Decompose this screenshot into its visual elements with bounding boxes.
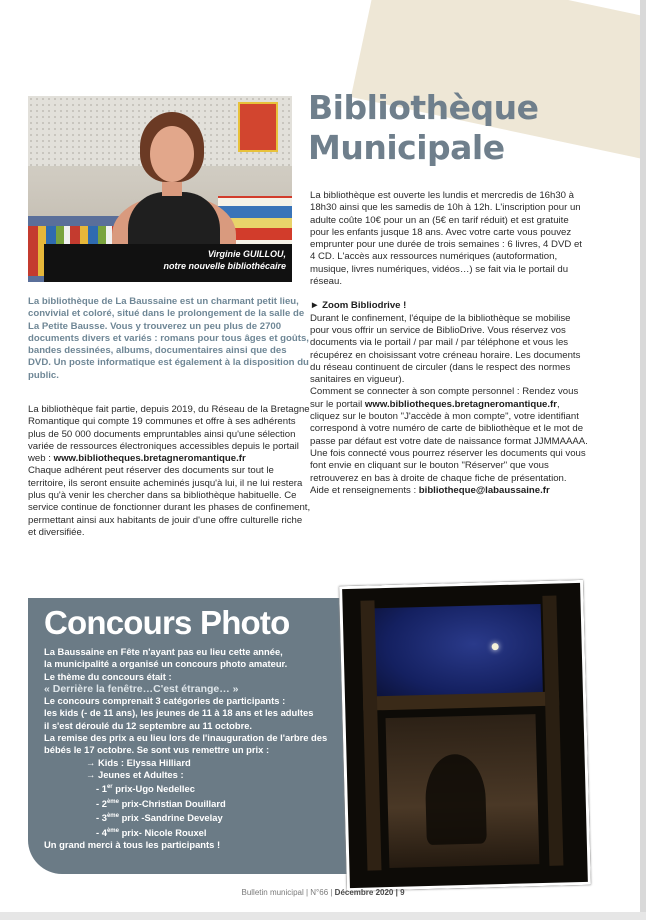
photo-caption xyxy=(44,244,292,282)
title-line-2: Municipale xyxy=(308,128,505,167)
winner-4: - 4ème prix- Nicole Rouxel xyxy=(96,826,207,838)
portal-link-2[interactable]: www.bibliotheques.bretagneromantique.fr xyxy=(364,398,557,410)
account-paragraph: Comment se connecter à son compte personnel : Rendez vous sur le portail www.bibliotheques.bretagneromantique.fr, cliquez sur le bouton "J'accède à mon compte", votre identifiant correspond à votre numéro de carte de bibliothèque et le mot de passe par défaut est votre date de naissance format JJMMAAAA. Une fois connecté vous pourrez réserver les documents qui vous font envie en cliquant sur le bouton "Réserver" que vous retrouverez en bas à droite de chaque fiche de présentation. xyxy=(310,386,588,484)
portal-link[interactable]: www.bibliotheques.bretagneromantique.fr xyxy=(53,453,246,465)
email-link[interactable]: bibliotheque@labaussaine.fr xyxy=(418,484,550,496)
concours-photo-box xyxy=(28,598,358,874)
window-photo xyxy=(339,580,591,891)
intro-paragraph: La bibliothèque de La Baussaine est un charmant petit lieu, convivial et coloré, situé dans le prolongement de la salle de La Petite Bausse. Vous y trouverez un peu plus de 2700 documents divers et variés : romans pour tous âges et goûts, bandes dessinées, albums, documentaires ainsi que des DVD. Un poste informatique est également à la disposition du public. xyxy=(28,296,309,381)
opening-hours-paragraph: La bibliothèque est ouverte les lundis et mercredis de 16h30 à 18h30 ainsi que les samedis de 10h à 12h. L'inscription pour un adulte coûte 10€ pour un an (5€ en tarif réduit) et est gratuite pour les enfants jusque 18 ans. Avec votre carte vous pouvez emprunter pour une durée de trois semaines : 6 livres, 4 DVD et 4 CD. L'accès aux ressources numériques (autoformation, musique, livres numériques, vidéos…) se fait via le portail du réseau. xyxy=(310,190,582,288)
caption-role: notre nouvelle bibliothécaire xyxy=(163,261,286,271)
concours-title: Concours Photo xyxy=(44,604,290,641)
winner-kids: → Kids : Elyssa Hilliard xyxy=(86,756,191,768)
title-line-1: Bibliothèque xyxy=(308,88,539,127)
bibliodrive-paragraph: Durant le confinement, l'équipe de la bibliothèque se mobilise pour vous offrir un service de BiblioDrive. Vous réservez vos documents via le portail / par mail / par téléphone et vous les récupérez en choisissant votre créneau horaire. Les documents du réseau continuent de circuler (dans le respect des normes sanitaires en vigueur). xyxy=(310,312,581,386)
caption-name: Virginie GUILLOU, xyxy=(207,249,286,259)
page-footer: Bulletin municipal | N°66 | Décembre 2020 | 9 xyxy=(241,888,405,897)
concours-body: La Baussaine en Fête n'ayant pas eu lieu cette année, la municipalité a organisé un concours photo amateur. Le thème du concours était : « Derrière la fenêtre…C'est étrange… » Le concours comprenait 3 catégories de participants : les kids (- de 11 ans), les jeunes de 11 à 18 ans et les adultes il s'est déroulé du 12 septembre au 11 octobre. La remise des prix a eu lieu lors de l'inauguration de l'arbre des bébés le 17 octobre. Se sont vus remettre un prix : → Kids : Elyssa Hilliard → Jeunes et Adultes : - 1er prix-Ugo Nedellec - 2ème prix-Christian Douillard - 3ème prix -Sandrine Develay - 4ème prix- Nicole Rouxel Un grand merci à tous les participants ! xyxy=(44,646,358,851)
winner-2: - 2ème prix-Christian Douillard xyxy=(96,797,226,809)
winner-3: - 3ème prix -Sandrine Develay xyxy=(96,812,223,824)
winner-adults-heading: → Jeunes et Adultes : xyxy=(86,768,184,780)
concours-theme: « Derrière la fenêtre…C'est étrange… » xyxy=(44,682,239,695)
winner-1: - 1er prix-Ugo Nedellec xyxy=(96,783,195,795)
page-title xyxy=(308,88,628,168)
help-line: Aide et renseignements : bibliotheque@labaussaine.fr xyxy=(310,484,550,496)
zoom-bibliodrive-heading: ► Zoom Bibliodrive ! xyxy=(310,300,407,312)
right-column xyxy=(310,190,588,497)
network-paragraph: La bibliothèque fait partie, depuis 2019, du Réseau de la Bretagne Romantique qui compte 19 communes et offre à ses adhérents plus de 50 000 documents empruntables ainsi qu'une sélection variée de ressources électroniques accessibles depuis le portail web : www.bibliotheques.bretagneromantique.fr Chaque adhérent peut réserver des documents sur tout le territoire, ils seront ensuite acheminés jusqu'à lui, il ne lui restera plus qu'à venir les chercher dans sa bibliothèque habituelle. Ce service continue de fonctionner durant les phases de confinement, permettant ainsi aux habitants de jouir d'une offre culturelle riche et diversifiée. xyxy=(28,404,311,538)
thanks-line: Un grand merci à tous les participants ! xyxy=(44,838,221,850)
